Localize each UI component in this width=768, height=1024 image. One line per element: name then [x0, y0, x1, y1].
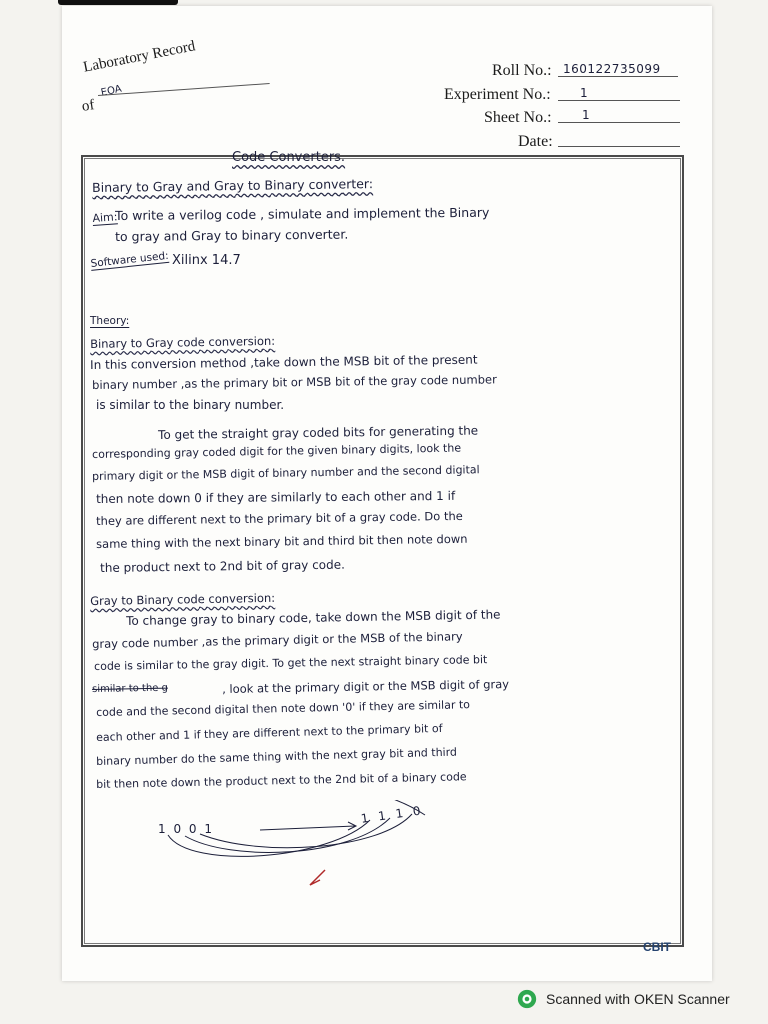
- b2g-para-line-1: To get the straight gray coded bits for generating the: [158, 423, 479, 442]
- experiment-rule: [558, 100, 680, 101]
- g2b-line-6: each other and 1 if they are different next to the primary bit of: [96, 721, 443, 744]
- aim-label: Aim:: [92, 210, 118, 225]
- red-check-mark: [310, 870, 325, 885]
- sheet-value: 1: [582, 108, 590, 122]
- aim-line-1: To write a verilog code , simulate and implement the Binary: [115, 204, 490, 223]
- g2b-line-5: code and the second digital then note down '0' if they are similar to: [96, 698, 471, 719]
- sheet-label: Sheet No.:: [484, 109, 552, 126]
- of-value: EOA: [100, 83, 123, 99]
- software-label: Software used:: [90, 249, 170, 270]
- b2g-para-line-4: then note down 0 if they are similarly to each other and 1 if: [96, 488, 456, 506]
- lab-record-title: Laboratory Record: [82, 38, 197, 76]
- scanner-watermark: [516, 988, 730, 1010]
- diagram-top-arc: [245, 800, 425, 815]
- b2g-line-2: binary number ,as the primary bit or MSB bit of the gray code number: [92, 372, 497, 392]
- b2g-para-line-5: they are different next to the primary bit of a gray code. Do the: [96, 508, 463, 528]
- g2b-line-7: binary number do the same thing with the next gray bit and third: [96, 745, 458, 768]
- cbit-logo-text: CBIT: [643, 940, 671, 954]
- g2b-line-4: , look at the primary digit or the MSB digit of gray: [222, 676, 510, 696]
- diagram-arrow: [260, 826, 355, 830]
- b2g-para-line-7: the product next to 2nd bit of gray code.: [100, 557, 346, 575]
- date-rule: [558, 146, 680, 147]
- g2b-line-1: To change gray to binary code, take down the MSB digit of the: [126, 607, 501, 628]
- sheet-rule: [558, 122, 680, 123]
- g2b-line-3: code is similar to the gray digit. To get the next straight binary code bit: [94, 653, 488, 673]
- page-title: Code Converters.: [232, 150, 346, 165]
- g2b-heading: Gray to Binary code conversion:: [90, 590, 276, 608]
- conversion-diagram: [150, 800, 450, 900]
- experiment-value: 1: [580, 86, 588, 100]
- experiment-label: Experiment No.:: [444, 86, 551, 103]
- roll-value: 160122735099: [563, 62, 661, 76]
- oken-scanner-icon: [516, 988, 538, 1010]
- b2g-para-line-3: primary digit or the MSB digit of binary number and the second digital: [92, 463, 480, 483]
- roll-rule: [558, 76, 678, 77]
- b2g-line-3: is similar to the binary number.: [96, 398, 285, 412]
- date-label: Date:: [518, 133, 553, 150]
- diagram-gray-bits: 1 0 0 1: [158, 822, 214, 836]
- of-label: of: [80, 97, 96, 115]
- b2g-line-1: In this conversion method ,take down the MSB bit of the present: [90, 352, 478, 372]
- aim-line-2: to gray and Gray to binary converter.: [115, 226, 349, 244]
- diagram-curve-3: [200, 814, 412, 848]
- b2g-para-line-2: corresponding gray coded digit for the given binary digits, look the: [92, 441, 462, 461]
- subtitle: Binary to Gray and Gray to Binary converter:: [92, 176, 374, 195]
- page-top-edge: [58, 0, 178, 5]
- roll-label: Roll No.:: [492, 62, 552, 79]
- g2b-line-2: gray code number ,as the primary digit or the MSB of the binary: [92, 629, 463, 651]
- g2b-struck-text: similar to the g: [92, 682, 169, 695]
- g2b-line-8: bit then note down the product next to the 2nd bit of a binary code: [96, 770, 467, 791]
- diagram-curve-1: [168, 820, 370, 856]
- scanner-text: Scanned with OKEN Scanner: [546, 991, 730, 1007]
- theory-label: Theory:: [90, 315, 130, 327]
- software-value: Xilinx 14.7: [172, 253, 241, 268]
- b2g-para-line-6: same thing with the next binary bit and third bit then note down: [96, 531, 468, 551]
- diagram-binary-bits: 1 1 1 0: [360, 803, 425, 826]
- b2g-heading: Binary to Gray code conversion:: [90, 333, 276, 351]
